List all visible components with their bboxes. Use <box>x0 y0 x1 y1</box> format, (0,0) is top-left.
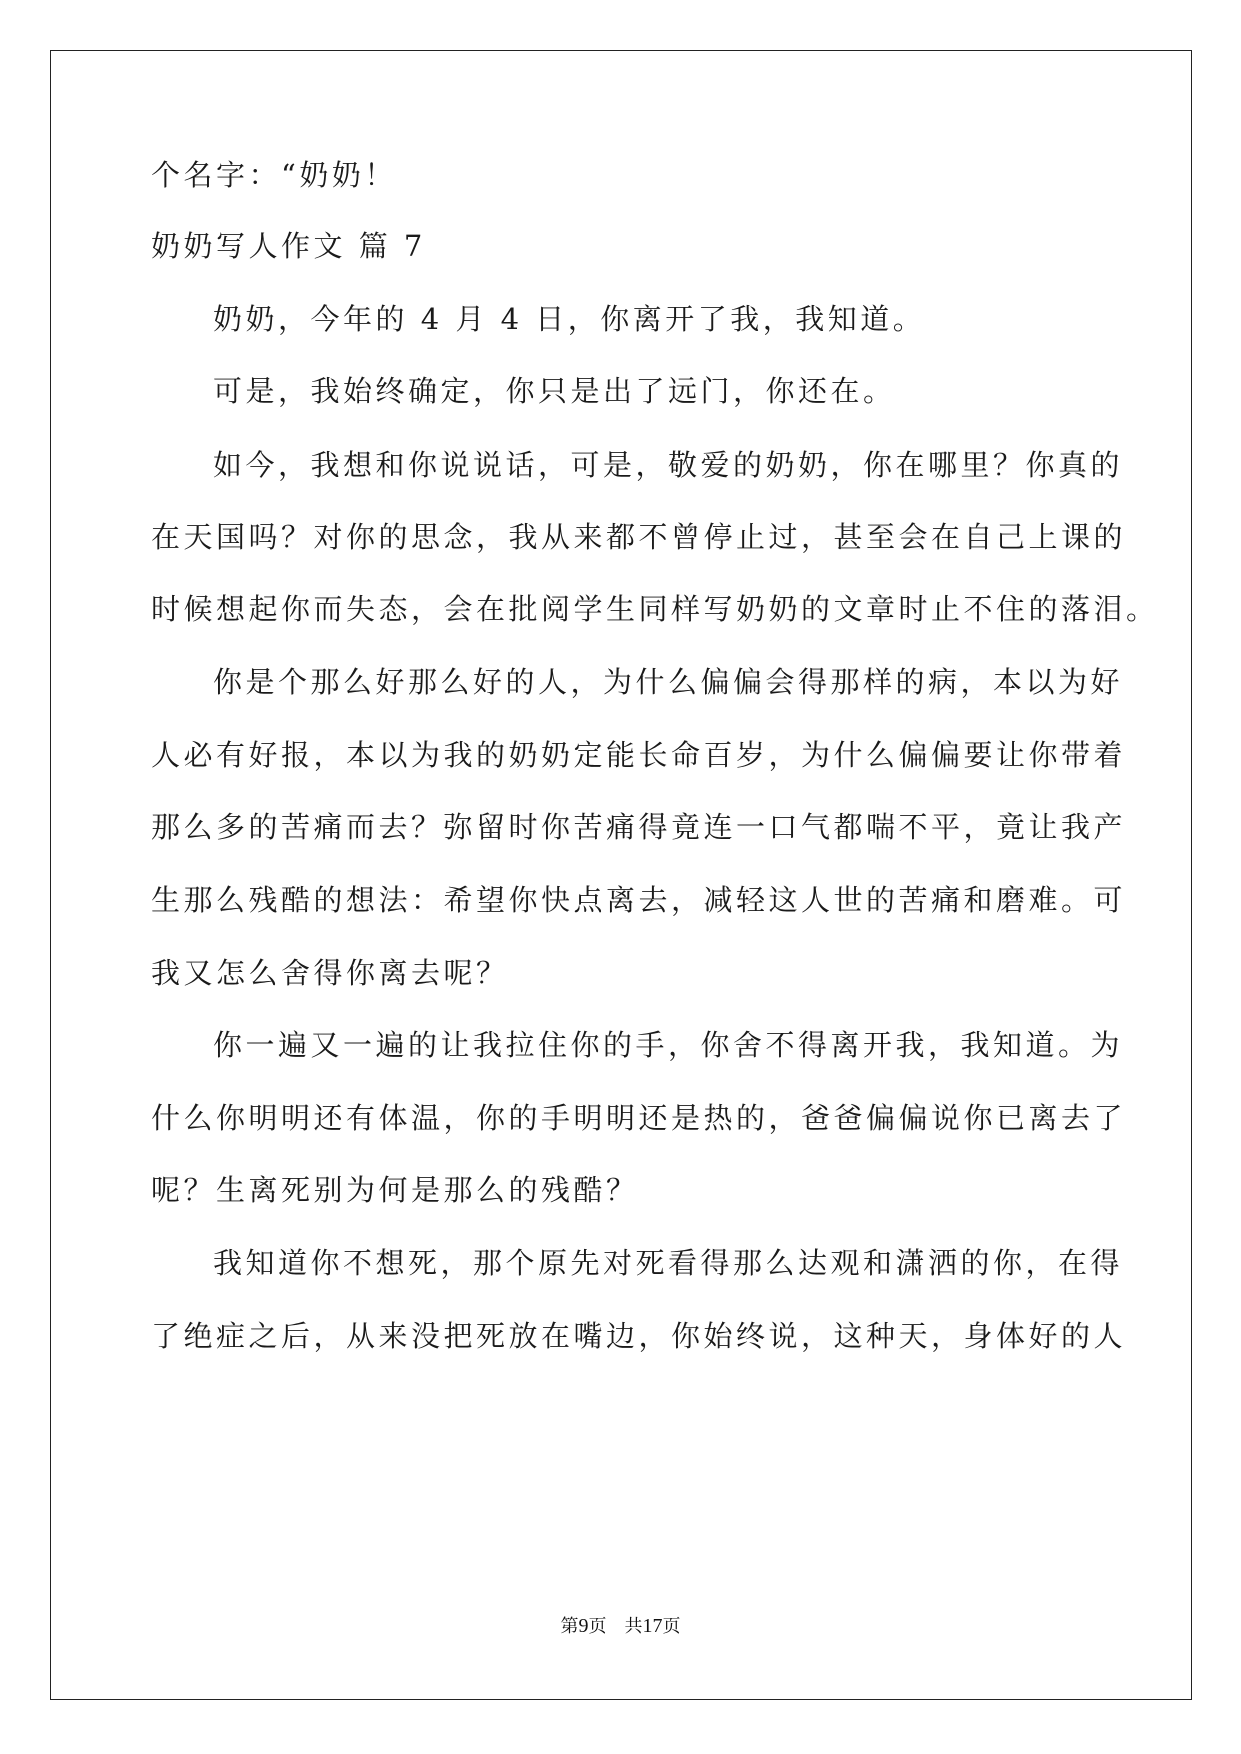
text-line: 人必有好报，本以为我的奶奶定能长命百岁，为什么偏偏要让你带着 <box>151 738 1127 772</box>
text-line: 生那么残酷的想法：希望你快点离去，减轻这人世的苦痛和磨难。可 <box>151 883 1127 917</box>
text-line: 了绝症之后，从来没把死放在嘴边，你始终说，这种天，身体好的人 <box>151 1319 1127 1353</box>
section-heading: 奶奶写人作文 篇 7 <box>151 229 426 263</box>
paragraph-start: 我知道你不想死，那个原先对死看得那么达观和潇洒的你，在得 <box>213 1246 1124 1280</box>
page-border <box>50 50 1192 1700</box>
paragraph-start: 可是，我始终确定，你只是出了远门，你还在。 <box>213 374 896 408</box>
text-line: 时候想起你而失态，会在批阅学生同样写奶奶的文章时止不住的落泪。 <box>151 592 1159 626</box>
total-prefix: 共 <box>624 1616 643 1637</box>
paragraph-start: 奶奶，今年的 4 月 4 日，你离开了我，我知道。 <box>213 302 926 336</box>
text-line: 我又怎么舍得你离去呢？ <box>151 956 509 990</box>
text-line: 呢？生离死别为何是那么的残酷？ <box>151 1173 639 1207</box>
text-line: 那么多的苦痛而去？弥留时你苦痛得竟连一口气都喘不平，竟让我产 <box>151 810 1127 844</box>
current-page-number: 9 <box>578 1615 589 1637</box>
text-line: 个名字：“奶奶！ <box>151 158 397 192</box>
page-prefix: 第 <box>560 1616 579 1637</box>
page-footer <box>0 1612 1241 1638</box>
paragraph-start: 你一遍又一遍的让我拉住你的手，你舍不得离开我，我知道。为 <box>213 1028 1124 1062</box>
paragraph-start: 你是个那么好那么好的人，为什么偏偏会得那样的病，本以为好 <box>213 665 1124 699</box>
text-line: 在天国吗？对你的思念，我从来都不曾停止过，甚至会在自己上课的 <box>151 520 1127 554</box>
text-line: 什么你明明还有体温，你的手明明还是热的，爸爸偏偏说你已离去了 <box>151 1101 1127 1135</box>
total-suffix: 页 <box>662 1616 681 1637</box>
page-suffix: 页 <box>588 1616 607 1637</box>
total-page-count: 17 <box>642 1615 663 1637</box>
paragraph-start: 如今，我想和你说说话，可是，敬爱的奶奶，你在哪里？你真的 <box>213 448 1124 482</box>
